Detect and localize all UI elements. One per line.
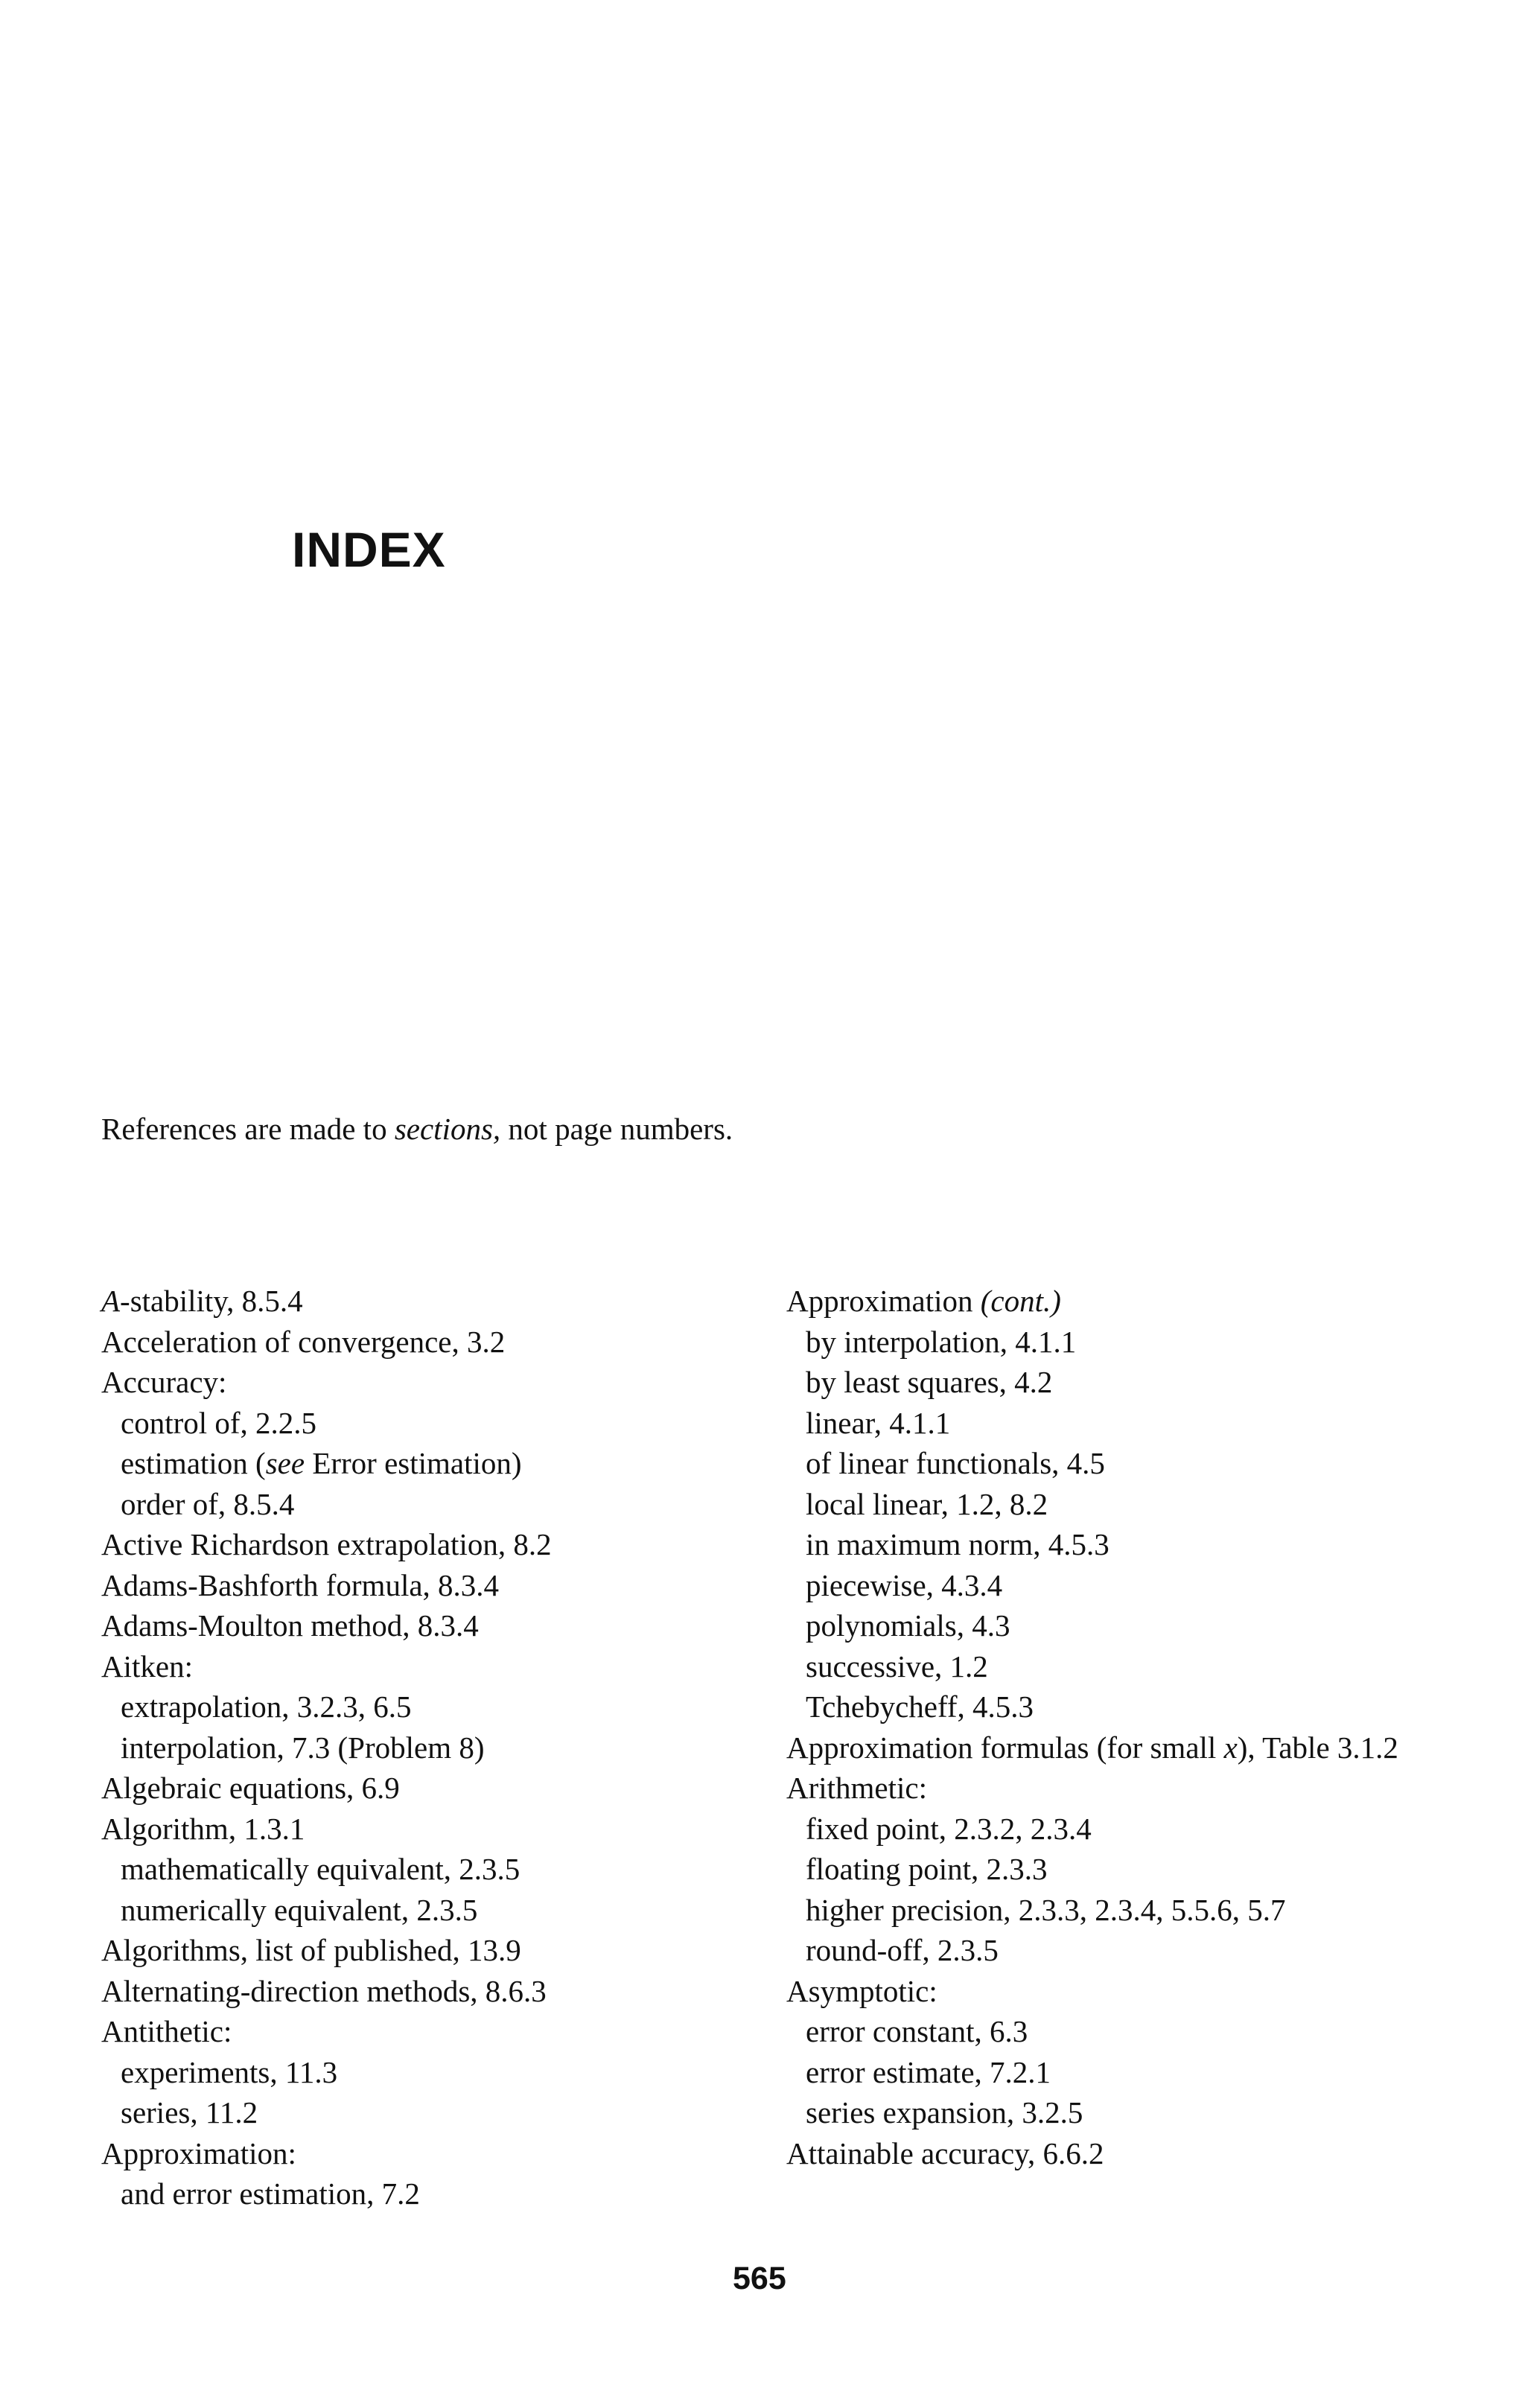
index-entry	[786, 2133, 1456, 2174]
index-subentry	[101, 1443, 771, 1484]
index-entry-text: interpolation, 7.3 (Problem 8)	[121, 1730, 485, 1765]
index-entry	[101, 1930, 771, 1971]
index-subentry	[101, 1686, 771, 1727]
index-subentry	[786, 1443, 1456, 1484]
index-column-right	[786, 1281, 1456, 2173]
index-subentry	[101, 1403, 771, 1444]
index-subentry	[101, 2173, 771, 2214]
index-entry	[101, 1565, 771, 1606]
page-number: 565	[733, 2261, 786, 2296]
index-subentry	[786, 1484, 1456, 1525]
index-entry-text: Alternating-direction methods, 8.6.3	[101, 1973, 547, 2008]
index-entry-text: control of, 2.2.5	[121, 1405, 317, 1440]
index-entry	[101, 1281, 771, 1322]
index-entry-text: order of, 8.5.4	[121, 1486, 295, 1521]
index-subentry	[786, 1605, 1456, 1646]
index-entry-text: in maximum norm, 4.5.3	[806, 1527, 1109, 1561]
index-subentry	[786, 2011, 1456, 2052]
index-entry-text: linear, 4.1.1	[806, 1405, 951, 1440]
index-entry-text: Approximation formulas (for small	[786, 1730, 1224, 1765]
index-entry-text: -stability, 8.5.4	[120, 1284, 303, 1318]
index-entry-text: Adams-Bashforth formula, 8.3.4	[101, 1567, 500, 1602]
index-entry	[101, 2133, 771, 2174]
index-entry-text: Accuracy:	[101, 1365, 227, 1399]
index-entry-italic: (cont.)	[980, 1284, 1061, 1318]
index-entry	[786, 1768, 1456, 1809]
index-entry-text: series expansion, 3.2.5	[806, 2095, 1083, 2130]
index-subentry	[786, 1565, 1456, 1606]
index-entry-text: Approximation	[786, 1284, 981, 1318]
index-entry-text: floating point, 2.3.3	[806, 1852, 1048, 1886]
index-subentry	[786, 1809, 1456, 1850]
index-entry	[786, 1727, 1456, 1768]
index-entry-text: Algebraic equations, 6.9	[101, 1771, 400, 1805]
index-entry-text: polynomials, 4.3	[806, 1608, 1010, 1643]
index-entry-text: Tchebycheff, 4.5.3	[806, 1689, 1034, 1724]
index-entry	[101, 1768, 771, 1809]
index-entry-text: and error estimation, 7.2	[121, 2176, 420, 2211]
index-entry-italic: see	[265, 1446, 305, 1480]
index-entry	[101, 2011, 771, 2052]
index-entry-text: fixed point, 2.3.2, 2.3.4	[806, 1811, 1092, 1846]
index-entry-text: by interpolation, 4.1.1	[806, 1324, 1077, 1359]
index-entry-text: Acceleration of convergence, 3.2	[101, 1324, 506, 1359]
index-subentry	[786, 2092, 1456, 2133]
index-entry-text: Attainable accuracy, 6.6.2	[786, 2135, 1104, 2170]
index-subentry	[786, 1849, 1456, 1890]
index-entry	[101, 1322, 771, 1363]
index-entry-italic: x	[1223, 1730, 1238, 1765]
index-note-text-end: not page numbers.	[500, 1112, 733, 1146]
index-subentry	[786, 2052, 1456, 2093]
index-entry	[101, 1524, 771, 1565]
page-title: INDEX	[292, 522, 446, 577]
index-entry-text: error estimate, 7.2.1	[806, 2054, 1051, 2089]
index-entry-text: mathematically equivalent, 2.3.5	[121, 1852, 520, 1886]
index-entry-text: Algorithms, list of published, 13.9	[101, 1933, 521, 1967]
index-subentry	[101, 1727, 771, 1768]
index-subentry	[786, 1930, 1456, 1971]
index-entry-text: ), Table 3.1.2	[1237, 1730, 1398, 1765]
index-note-emphasis: sections,	[394, 1112, 501, 1146]
index-entry-text: local linear, 1.2, 8.2	[806, 1486, 1048, 1521]
index-entry-italic: A	[101, 1284, 121, 1318]
index-entry-text: Active Richardson extrapolation, 8.2	[101, 1527, 552, 1561]
index-entry-text: piecewise, 4.3.4	[806, 1567, 1003, 1602]
index-entry	[101, 1605, 771, 1646]
index-entry-text: Arithmetic:	[786, 1771, 928, 1805]
index-subentry	[786, 1524, 1456, 1565]
index-entry-text: higher precision, 2.3.3, 2.3.4, 5.5.6, 5.7	[806, 1892, 1286, 1927]
index-entry	[786, 1281, 1456, 1322]
index-entry-text: Adams-Moulton method, 8.3.4	[101, 1608, 479, 1643]
index-subentry	[786, 1646, 1456, 1687]
index-subentry	[101, 1890, 771, 1931]
index-entry	[101, 1971, 771, 2012]
index-entry-text: Antithetic:	[101, 2014, 232, 2048]
index-entry-text: by least squares, 4.2	[806, 1365, 1053, 1399]
index-entry-text: extrapolation, 3.2.3, 6.5	[121, 1689, 412, 1724]
index-entry-text: Algorithm, 1.3.1	[101, 1811, 305, 1846]
index-subentry	[101, 1484, 771, 1525]
index-entry-text: experiments, 11.3	[121, 2054, 338, 2089]
index-entry-text: Error estimation)	[305, 1446, 522, 1480]
index-subentry	[786, 1890, 1456, 1931]
index-entry-text: series, 11.2	[121, 2095, 258, 2130]
index-entry	[786, 1971, 1456, 2012]
index-subentry	[786, 1403, 1456, 1444]
index-entry-text: successive, 1.2	[806, 1649, 988, 1684]
index-entry	[101, 1809, 771, 1850]
index-subentry	[786, 1362, 1456, 1403]
index-subentry	[101, 2092, 771, 2133]
index-subentry	[101, 1849, 771, 1890]
index-entry	[101, 1646, 771, 1687]
index-entry-text: of linear functionals, 4.5	[806, 1446, 1105, 1480]
index-entry	[101, 1362, 771, 1403]
index-entry-text: error constant, 6.3	[806, 2014, 1028, 2048]
index-entry-text: estimation (	[121, 1446, 266, 1480]
index-column-left	[101, 1281, 771, 2214]
index-note	[101, 1111, 733, 1147]
index-note-text: References are made to	[101, 1112, 395, 1146]
index-subentry	[101, 2052, 771, 2093]
index-subentry	[786, 1322, 1456, 1363]
index-subentry	[786, 1686, 1456, 1727]
index-entry-text: round-off, 2.3.5	[806, 1933, 999, 1967]
index-entry-text: numerically equivalent, 2.3.5	[121, 1892, 478, 1927]
index-entry-text: Approximation:	[101, 2135, 296, 2170]
index-entry-text: Asymptotic:	[786, 1973, 937, 2008]
index-entry-text: Aitken:	[101, 1649, 193, 1684]
